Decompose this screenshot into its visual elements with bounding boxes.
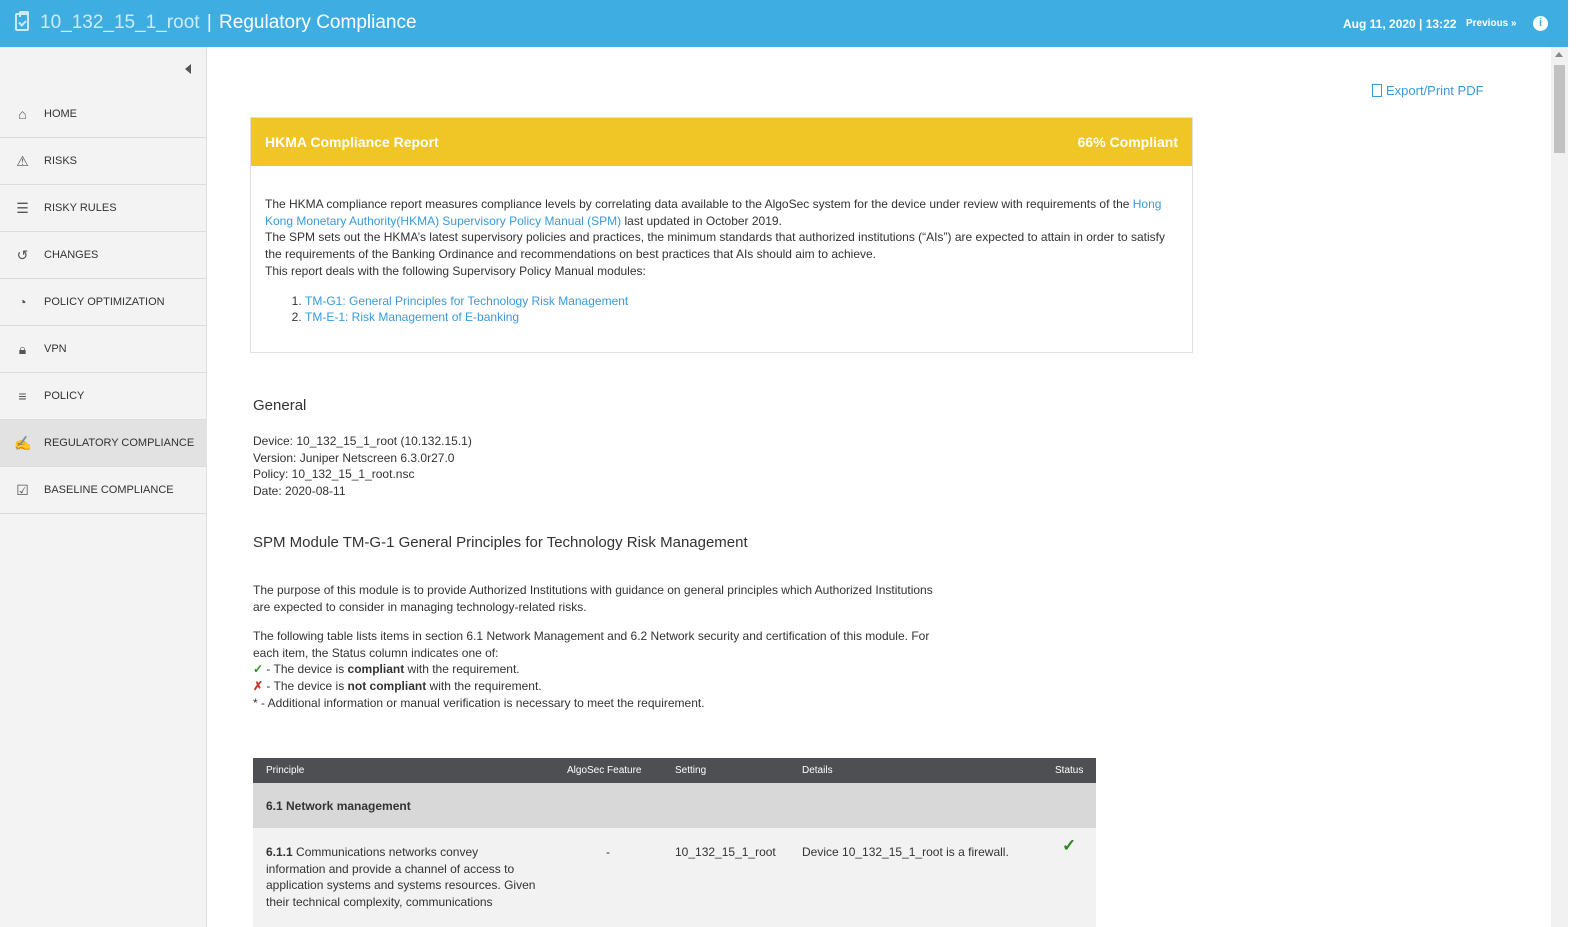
lock-icon: 🔒︎ xyxy=(18,340,27,357)
top-bar xyxy=(0,0,1568,47)
sidebar-item-risky-rules[interactable] xyxy=(0,185,207,232)
sidebar-item-risks[interactable] xyxy=(0,138,207,185)
alert-icon: ⚠ xyxy=(16,152,29,169)
home-icon: ⌂ xyxy=(18,105,27,122)
sidebar-item-label: HOME xyxy=(44,108,77,120)
report-title: HKMA Compliance Report xyxy=(265,134,439,150)
sidebar-item-policy-optimization[interactable] xyxy=(0,279,207,326)
export-label: Export/Print PDF xyxy=(1386,83,1484,98)
report-intro-paragraph xyxy=(265,196,1178,229)
check-icon: ✓ xyxy=(253,662,264,677)
legend-manual: * - Additional information or manual verification is necessary to meet the requirement. xyxy=(253,695,705,710)
hkma-spm-link[interactable]: Hong Kong Monetary Authority(HKMA) Supervisory Policy Manual (SPM) xyxy=(265,197,1162,228)
status-legend xyxy=(253,628,929,712)
setting-cell: 10_132_15_1_root xyxy=(675,845,776,859)
app-title: Regulatory Compliance xyxy=(219,12,417,33)
column-setting: Setting xyxy=(675,765,707,776)
feature-cell: - xyxy=(606,845,610,859)
vertical-scrollbar[interactable] xyxy=(1551,47,1568,927)
list-icon: ≡ xyxy=(18,387,27,404)
spm-description: The SPM sets out the HKMA’s latest supervisory policies and practices, the minimum standards that authorized institutions (“AIs”) are expected to attain in order to satisfy the requirements of the Banking Ordinance and recommendations on best practices that AIs should aim to achieve. xyxy=(265,230,1165,262)
report-date: Aug 11, 2020 | 13:22 xyxy=(1343,17,1457,31)
report-description xyxy=(251,166,1192,326)
column-principle: Principle xyxy=(266,765,305,776)
module-link-tm-g1[interactable]: TM-G1: General Principles for Technology Risk Management xyxy=(305,293,629,308)
general-info xyxy=(253,433,472,500)
scroll-up-icon[interactable] xyxy=(1555,52,1563,57)
gauge-icon: ◔ xyxy=(18,293,27,310)
previous-link[interactable]: Previous » xyxy=(1466,18,1517,29)
sidebar-item-label: POLICY xyxy=(44,390,85,402)
export-pdf-link[interactable] xyxy=(1372,83,1484,98)
principle-text: Communications networks convey xyxy=(292,845,479,859)
legend-bold: compliant xyxy=(347,662,405,677)
principle-text: application systems and systems resources. Given xyxy=(266,878,536,893)
report-summary-card xyxy=(250,117,1193,353)
general-section-title: General xyxy=(253,397,307,414)
page-title xyxy=(40,12,417,34)
sidebar-item-changes[interactable] xyxy=(0,232,207,279)
sidebar-item-home[interactable] xyxy=(0,91,207,138)
cross-icon: ✗ xyxy=(253,679,264,694)
sidebar-item-baseline-compliance[interactable] xyxy=(0,467,207,514)
module-link-tm-e1[interactable]: TM-E-1: Risk Management of E-banking xyxy=(305,310,520,325)
table-section-row: 6.1 Network management xyxy=(253,783,1096,828)
device-info: Device: 10_132_15_1_root (10.132.15.1) xyxy=(253,434,472,448)
compliance-icon: ✍ xyxy=(14,434,32,451)
column-status: Status xyxy=(1055,765,1084,776)
table-intro-line: each item, the Status column indicates one of: xyxy=(253,645,499,660)
intro-text: The HKMA compliance report measures compliance levels by correlating data available to the AlgoSec system for the device under review with requirements of the xyxy=(265,197,1133,211)
intro-text-end: last updated in October 2019. xyxy=(621,213,782,228)
clipboard-icon xyxy=(15,13,29,31)
modules-list xyxy=(305,293,1178,326)
table-header xyxy=(253,758,1096,783)
module-section-title: SPM Module TM-G-1 General Principles for Technology Risk Management xyxy=(253,534,748,551)
principle-cell xyxy=(266,844,556,911)
sidebar-item-label: POLICY OPTIMIZATION xyxy=(44,296,165,308)
legend-text: - The device is xyxy=(263,662,348,677)
rules-icon: ☰ xyxy=(16,199,29,216)
sidebar-item-label: BASELINE COMPLIANCE xyxy=(44,484,174,496)
sidebar-item-label: RISKY RULES xyxy=(44,202,117,214)
details-cell: Device 10_132_15_1_root is a firewall. xyxy=(802,845,1009,859)
legend-not-compliant xyxy=(253,678,929,695)
sidebar-menu xyxy=(0,91,207,514)
list-item xyxy=(305,309,1178,326)
sidebar-item-label: REGULATORY COMPLIANCE xyxy=(44,437,195,449)
compliance-table xyxy=(253,758,1096,927)
principle-id: 6.1.1 xyxy=(266,845,293,859)
table-intro-line: The following table lists items in section 6.1 Network Management and 6.2 Network security and certification of this module. For xyxy=(253,629,930,643)
main-content xyxy=(208,47,1551,927)
scrollbar-thumb[interactable] xyxy=(1554,65,1565,153)
version-info: Version: Juniper Netscreen 6.3.0r27.0 xyxy=(253,450,455,465)
sidebar-item-regulatory-compliance[interactable] xyxy=(0,420,207,467)
report-card-header xyxy=(251,118,1192,166)
sidebar xyxy=(0,47,207,927)
purpose-line: are expected to consider in managing technology-related risks. xyxy=(253,599,587,614)
table-row xyxy=(253,828,1096,927)
checklist-icon: ☑ xyxy=(16,481,29,498)
sidebar-item-policy[interactable] xyxy=(0,373,207,420)
date-info: Date: 2020-08-11 xyxy=(253,484,346,499)
sidebar-item-label: RISKS xyxy=(44,155,78,167)
principle-text: information and provide a channel of access to xyxy=(266,861,515,876)
legend-text: with the requirement. xyxy=(404,662,520,677)
collapse-sidebar-icon[interactable] xyxy=(185,64,191,74)
policy-info: Policy: 10_132_15_1_root.nsc xyxy=(253,467,415,482)
title-separator: | xyxy=(206,12,212,33)
device-name: 10_132_15_1_root xyxy=(40,12,200,33)
pdf-file-icon xyxy=(1372,84,1382,97)
history-icon: ↺ xyxy=(16,246,29,263)
module-purpose xyxy=(253,582,933,615)
legend-bold: not compliant xyxy=(347,679,427,694)
legend-text: - The device is xyxy=(263,679,348,694)
modules-intro: This report deals with the following Supervisory Policy Manual modules: xyxy=(265,263,646,278)
sidebar-item-label: VPN xyxy=(44,343,67,355)
info-icon[interactable]: i xyxy=(1533,16,1548,31)
principle-text: their technical complexity, communications xyxy=(266,895,493,910)
sidebar-item-vpn[interactable] xyxy=(0,326,207,373)
legend-compliant xyxy=(253,661,929,678)
column-details: Details xyxy=(802,765,833,776)
sidebar-item-label: CHANGES xyxy=(44,249,99,261)
status-check-icon: ✓ xyxy=(1062,836,1077,855)
compliance-score: 66% Compliant xyxy=(1077,134,1178,150)
purpose-line: The purpose of this module is to provide Authorized Institutions with guidance on general principles which Authorized Institutions xyxy=(253,583,933,597)
list-item xyxy=(305,293,1178,310)
legend-text: with the requirement. xyxy=(426,679,542,694)
column-algosec-feature: AlgoSec Feature xyxy=(567,765,642,776)
